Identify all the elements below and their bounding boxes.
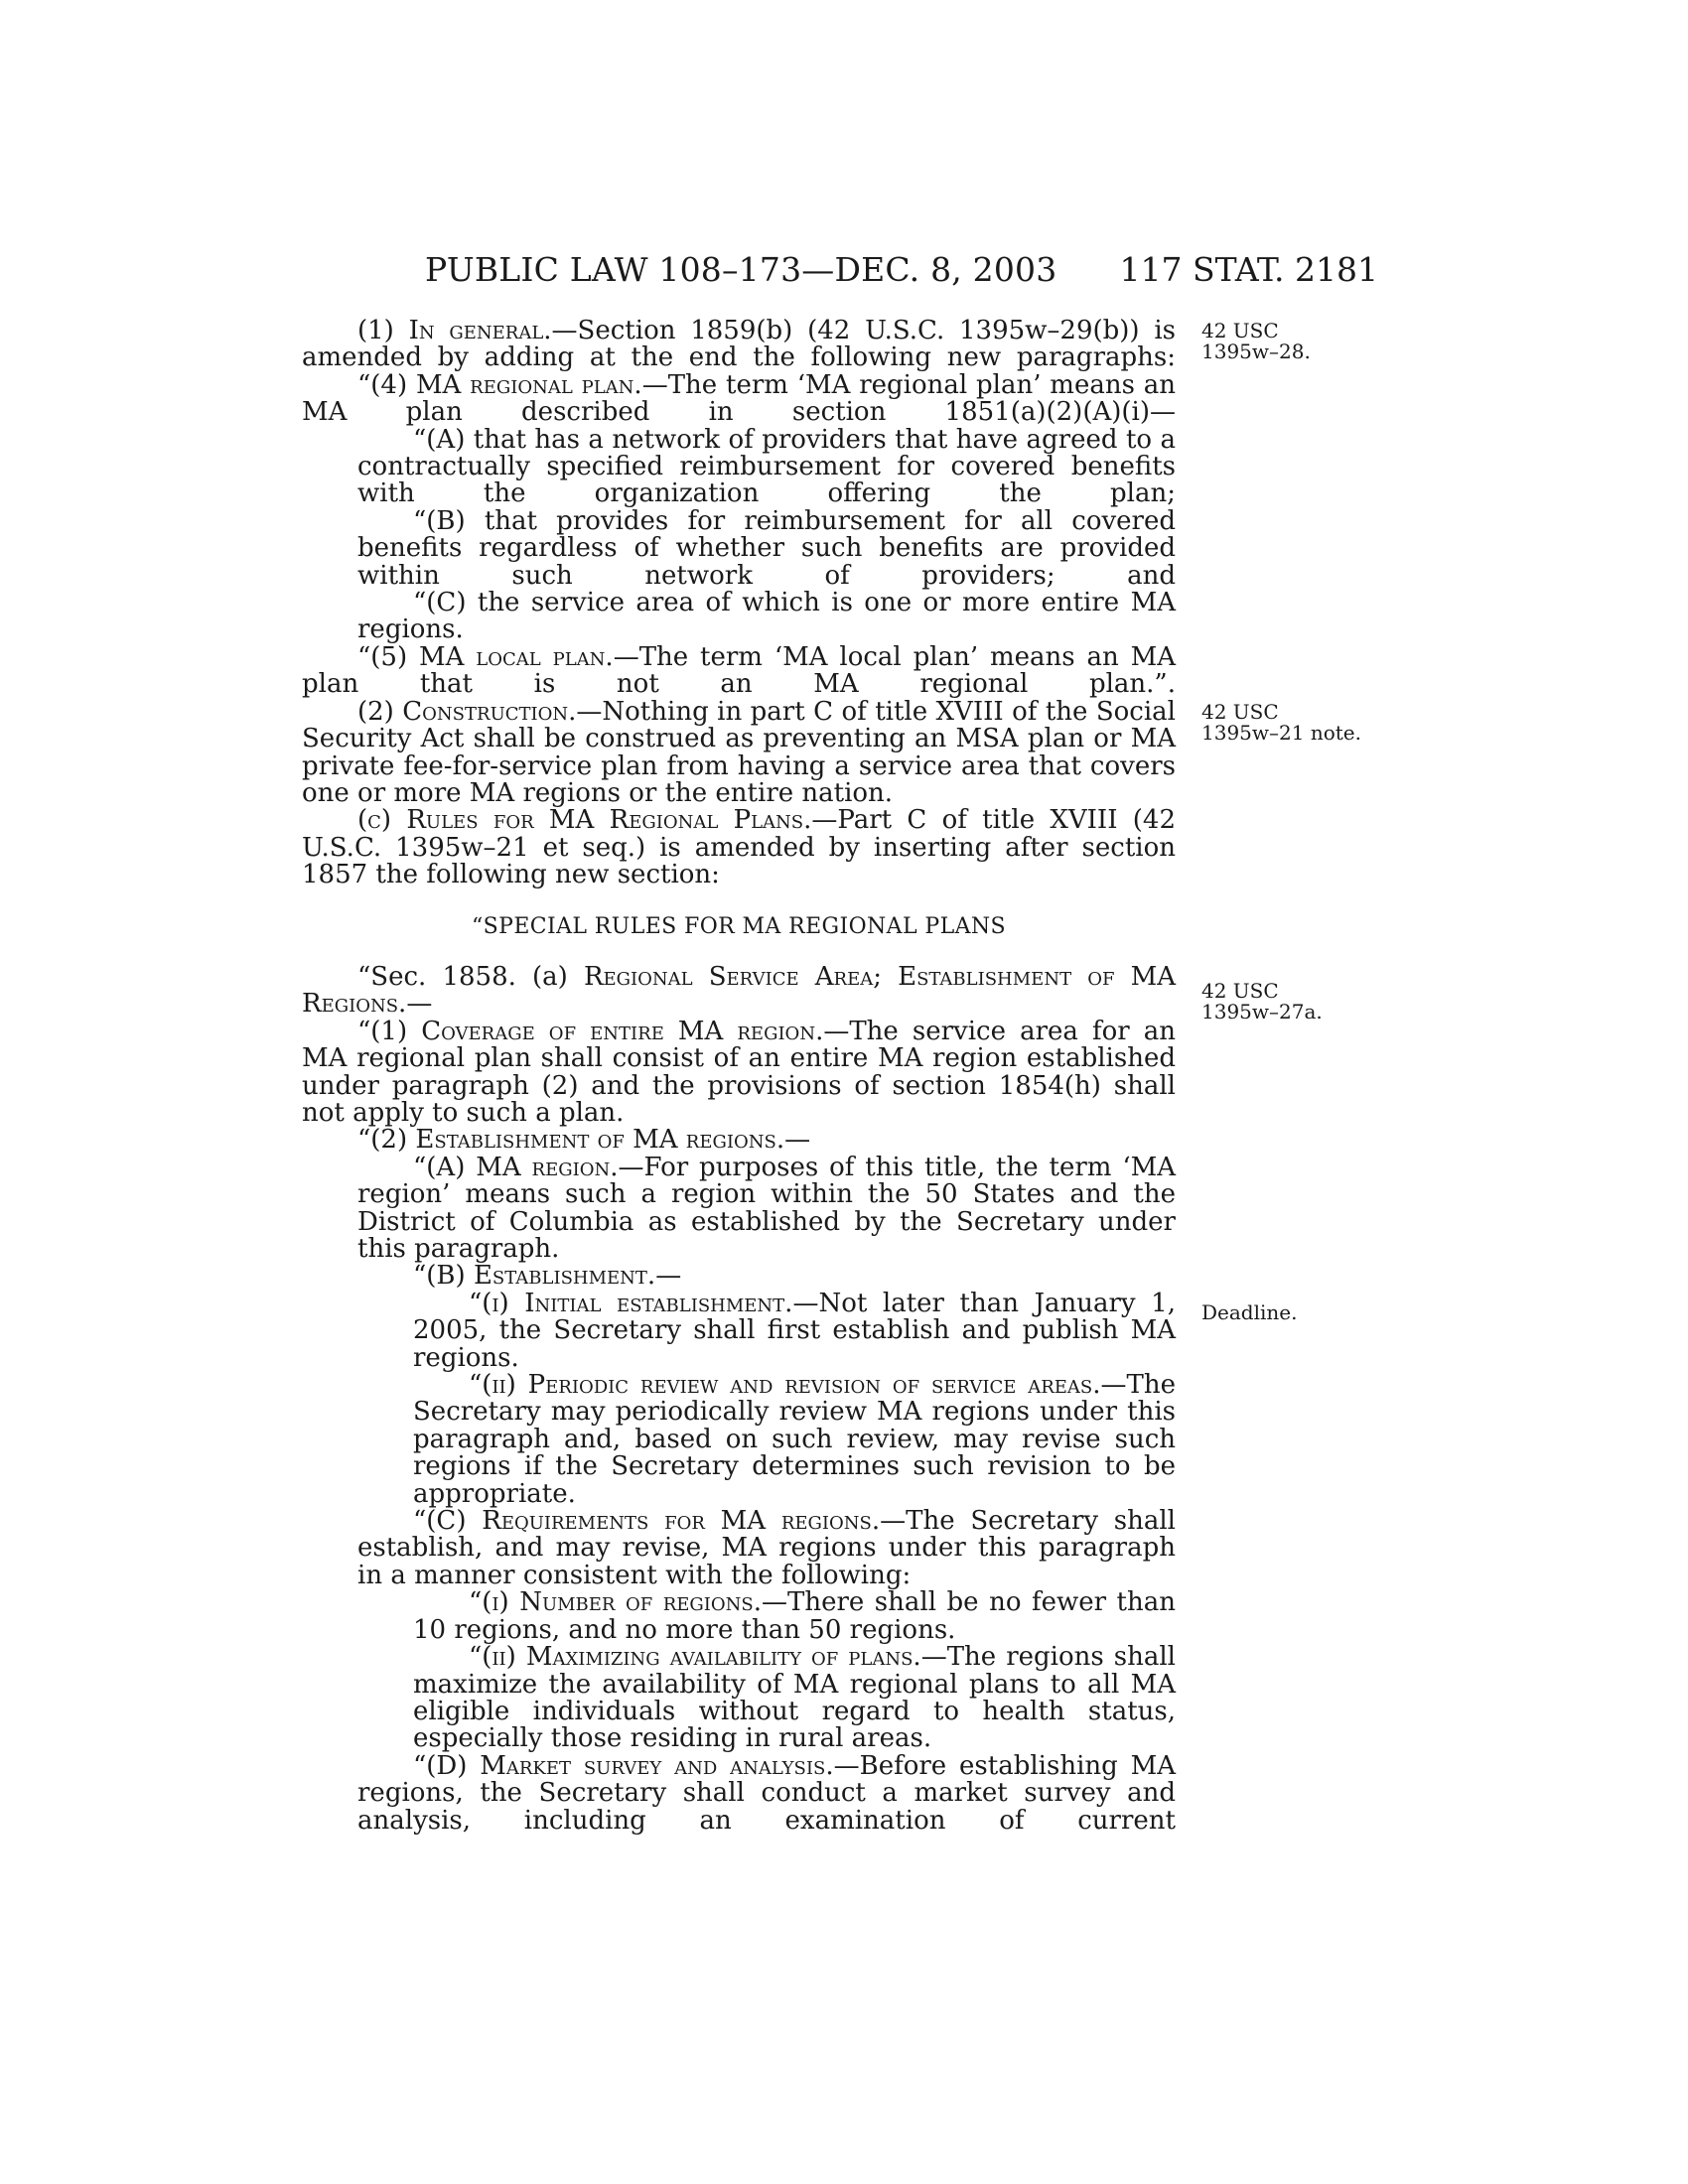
subparagraph-c-requirements: “(C) Requirements for MA regions.—The Secretary shall establish, and may revise, MA regions under this paragraph in a manner consistent with the following:	[357, 1506, 1176, 1590]
subparagraph-b-establishment: “(B) Establishment.—	[413, 1261, 682, 1292]
paragraph-1-coverage: “(1) Coverage of entire MA region.—The service area for an MA regional plan shall consist of an entire MA region established under paragraph (2) and the provisions of section 1854(h) shall not apply to such a plan.	[302, 1016, 1176, 1128]
margin-note-2: 42 USC 1395w–21 note.	[1201, 700, 1361, 745]
clause-i-number-of-regions: “(i) Number of regions.—There shall be no fewer than 10 regions, and no more than 50 regions.	[413, 1587, 1176, 1645]
section-heading: “SPECIAL RULES FOR MA REGIONAL PLANS	[472, 913, 1006, 939]
margin-note-deadline: Deadline.	[1201, 1300, 1298, 1324]
paragraph-2-establishment: “(2) Establishment of MA regions.—	[357, 1125, 811, 1156]
document-body	[302, 318, 1176, 1835]
clause-c: “(C) the service area of which is one or more entire MA regions.	[357, 588, 1176, 645]
section-1858-a: “Sec. 1858. (a) Regional Service Area; Establishment of MA Regions.—	[302, 961, 1176, 1020]
clause-ii-maximizing: “(ii) Maximizing availability of plans.—The regions shall maximize the availability of MA regional plans to all MA eligible individuals without regard to health status, especially those residing in rural areas.	[413, 1642, 1176, 1754]
paragraph-1: (1) In general.—Section 1859(b) (42 U.S.C. 1395w–29(b)) is amended by adding at the end the following new paragraphs:	[302, 316, 1176, 373]
clause-a: “(A) that has a network of providers that have agreed to a contractually specified reimbursement for covered benefits with the organization offering the plan;	[357, 424, 1176, 509]
clause-i-initial: “(i) Initial establishment.—Not later than January 1, 2005, the Secretary shall first establish and publish MA regions.	[413, 1288, 1176, 1373]
margin-note-3: 42 USC 1395w–27a.	[1201, 979, 1323, 1024]
paragraph-2-construction: (2) Construction.—Nothing in part C of title XVIII of the Social Security Act shall be construed as preventing an MSA plan or MA private fee-for-service plan from having a service area that covers one or more MA regions or the entire nation.	[302, 696, 1176, 808]
margin-note-1: 42 USC 1395w–28.	[1201, 319, 1311, 363]
subparagraph-d-market-survey: “(D) Market survey and analysis.—Before establishing MA regions, the Secretary shall conduct a market survey and analysis, including an examination of current	[357, 1750, 1176, 1836]
page-header	[425, 250, 1378, 290]
clause-b: “(B) that provides for reimbursement for all covered benefits regardless of whether such benefits are provided within such network of providers; and	[357, 505, 1176, 591]
paragraph-5-ma-local-plan: “(5) MA local plan.—The term ‘MA local plan’ means an MA plan that is not an MA regional plan.”.	[302, 641, 1177, 700]
clause-ii-periodic-review: “(ii) Periodic review and revision of service areas.—The Secretary may periodically review MA regions under this paragraph and, based on such review, may revise such regions if the Secretary determines such revision to be appropriate.	[413, 1370, 1176, 1509]
subparagraph-a-ma-region: “(A) MA region.—For purposes of this title, the term ‘MA region’ means such a region within the 50 States and the District of Columbia as established by the Secretary under this paragraph.	[357, 1152, 1176, 1264]
subsection-c: (c) Rules for MA Regional Plans.—Part C of title XVIII (42 U.S.C. 1395w–21 et seq.) is amended by inserting after section 1857 the following new section:	[302, 805, 1176, 890]
header-title: PUBLIC LAW 108–173—DEC. 8, 2003	[425, 250, 1057, 289]
paragraph-4-ma-regional-plan: “(4) MA regional plan.—The term ‘MA regional plan’ means an MA plan described in section 1851(a)(2)(A)(i)—	[302, 369, 1176, 428]
header-stat-page: 117 STAT. 2181	[1119, 250, 1378, 289]
